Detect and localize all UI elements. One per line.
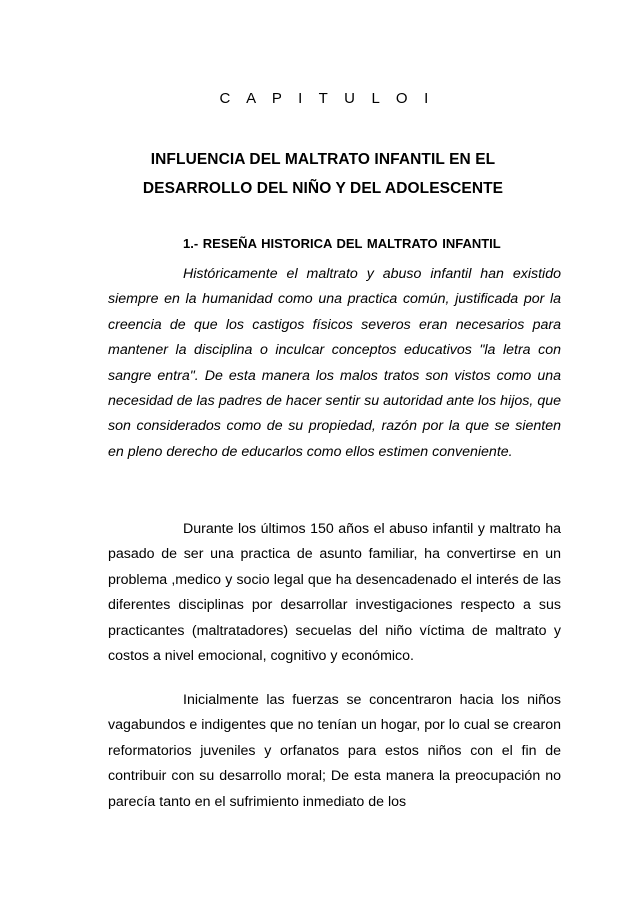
chapter-title-line-2: DESARROLLO DEL NIÑO Y DEL ADOLESCENTE <box>142 180 504 197</box>
paragraph-1: Históricamente el maltrato y abuso infantil han existido siempre en la humanidad como una practica común, justificada por la creencia de que los castigos físicos severos eran necesarios para mantener la disciplina o inculcar conceptos educativos "la letra con sangre entra". De esta manera los malos tratos son vistos como una necesidad de las padres de hacer sentir su autoridad ante los hijos, que son considerados como de su propiedad, razón por la que se sienten en pleno derecho de educarlos como ellos estimen conveniente. <box>108 266 561 460</box>
section-heading: 1.- RESEÑA HISTORICA DEL MALTRATO INFANTIL <box>183 236 501 251</box>
paragraph-3: Inicialmente las fuerzas se concentraron hacia los niños vagabundos e indigentes que no tenían un hogar, por lo cual se crearon reformatorios juveniles y orfanatos para estos niños con el fin de contribuir con su desarrollo moral; De esta manera la preocupación no parecía tanto en el sufrimiento inmediato de los <box>108 692 561 810</box>
chapter-heading: C A P I T U L O I <box>219 90 435 107</box>
paragraph-2: Durante los últimos 150 años el abuso infantil y maltrato ha pasado de ser una practica de asunto familiar, ha convertirse en un problema ,medico y socio legal que ha desencadenado el interés de las diferentes disciplinas por desarrollar investigaciones respecto a sus practicantes (maltratadores) secuelas del niño víctima de maltrato y costos a nivel emocional, cognitivo y económico. <box>108 521 561 665</box>
chapter-title-line-1: INFLUENCIA DEL MALTRATO INFANTIL EN EL <box>150 151 496 168</box>
